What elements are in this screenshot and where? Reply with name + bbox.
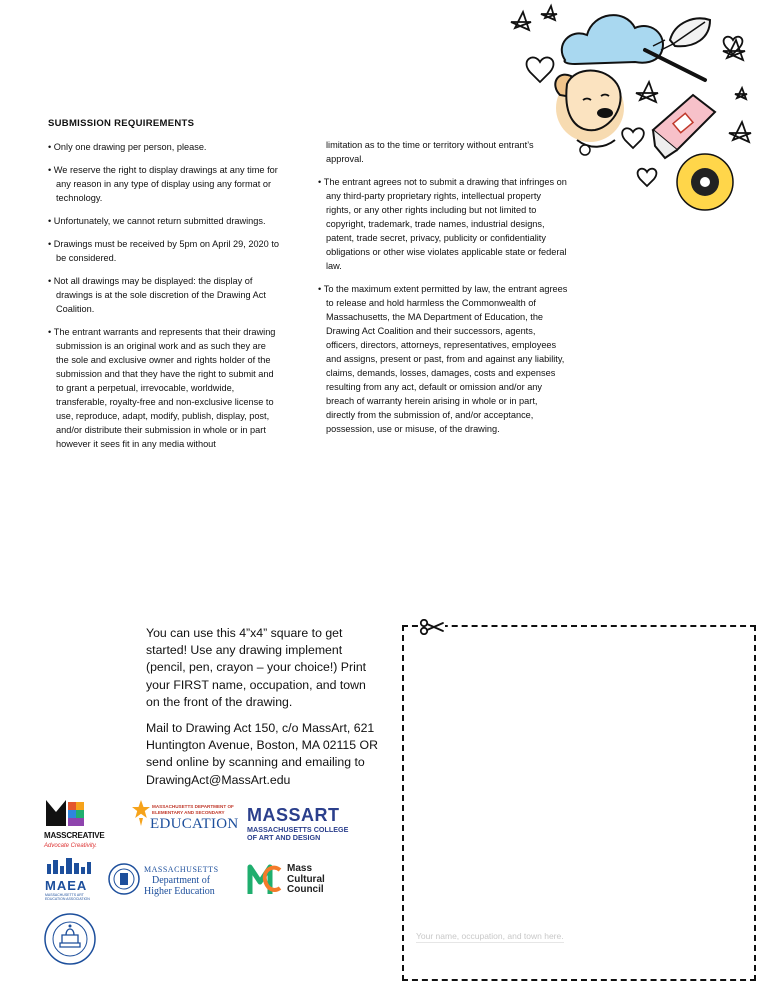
masscreative-tagline: Advocate Creativity.: [44, 843, 97, 849]
massart-logo: [247, 806, 367, 846]
masscreative-name: MASSCREATIVE: [44, 831, 105, 840]
maea-logo: [45, 858, 95, 903]
requirement-item: • Unfortunately, we cannot return submitted drawings.: [48, 214, 280, 228]
requirements-column-left: [48, 140, 280, 460]
scissors-icon: [419, 619, 445, 635]
massart-name: MASSART: [247, 805, 340, 825]
mcc-mark-icon: [247, 862, 283, 896]
drawing-square[interactable]: [402, 625, 756, 981]
instructions-paragraph: You can use this 4”x4” square to get started! Use any drawing implement (pencil, pen, crayon – your choice!) Print your FIRST name, occupation, and town on the front of the drawing.: [146, 626, 367, 709]
requirement-item: • Drawings must be received by 5pm on April 29, 2020 to be considered.: [48, 237, 280, 265]
maea-skyline-icon: [45, 858, 93, 874]
requirement-item: • Not all drawings may be displayed: the display of drawings is at the sole discretion of the Drawing Act Coalition.: [48, 274, 280, 316]
higher-education-logo: [108, 863, 233, 899]
star-person-icon: [132, 800, 150, 826]
name-occupation-town-placeholder[interactable]: Your name, occupation, and town here.: [416, 931, 564, 941]
masscreative-logo: [44, 798, 119, 848]
mailing-paragraph: Mail to Drawing Act 150, c/o MassArt, 621 Huntington Avenue, Boston, MA 02115 OR send online by scanning and emailing to DrawingAct@MassArt.edu: [146, 721, 378, 787]
maea-sub: MASSACHUSETTS ART EDUCATION ASSOCIATION: [45, 893, 90, 901]
dhe-line1: MASSACHUSETTS: [144, 865, 219, 874]
education-logo: [132, 800, 239, 840]
dhe-line3: Higher Education: [144, 886, 215, 897]
massart-line2: OF ART AND DESIGN: [247, 833, 321, 842]
masscreative-mark-icon: [44, 798, 86, 826]
education-word: EDUCATION: [150, 816, 239, 832]
mcc-line3: Council: [287, 884, 324, 895]
dhe-line2: Department of: [152, 875, 211, 886]
requirement-continuation: limitation as to the time or territory without entrant’s approval.: [326, 140, 534, 164]
requirement-item: • The entrant agrees not to submit a drawing that infringes on any third-party proprietary rights, intellectual property rights, or any other rights including but not limited to copyright, trademark, trade names, industrial designs, patent, trade secret, privacy, publicity or confidentiality obligations or other wise violates applicable state or federal law.: [318, 175, 568, 273]
maea-name: MAEA: [45, 878, 88, 893]
mcc-line1: Mass: [287, 863, 313, 874]
massart-line1: MASSACHUSETTS COLLEGE: [247, 825, 349, 834]
drawing-instructions: [146, 625, 378, 798]
massachusetts-seal-icon: [108, 863, 140, 895]
requirement-item: • To the maximum extent permitted by law, the entrant agrees to release and hold harmless the Commonwealth of Massachusetts, the MA Department of Education, the Drawing Act Coalition and their successors, agents, officers, directors, attorneys, representatives, employees and assigns, present or past, from and against any liability, claims, demands, losses, damages, costs and expenses resulting from any act, default or omission and/or any breach of warranty herein arising in whole or in part, directly from the submission of, and/or acceptance, possession, use or misuse, of the drawing.: [318, 282, 568, 436]
mass-cultural-council-logo: [247, 862, 342, 898]
mcc-line2: Cultural: [287, 873, 325, 885]
education-dept-text: MASSACHUSETTS DEPARTMENT OF ELEMENTARY AND SECONDARY: [152, 804, 234, 815]
requirement-item: • We reserve the right to display drawings at any time for any reason in any type of display using any format or technology.: [48, 163, 280, 205]
requirements-heading: SUBMISSION REQUIREMENTS: [48, 118, 195, 129]
state-seal-icon: [44, 913, 96, 965]
requirements-column-right: [318, 138, 568, 445]
requirement-item: • Only one drawing per person, please.: [48, 140, 280, 154]
requirement-item: • The entrant warrants and represents that their drawing submission is an original work and as such they are the sole and exclusive owner and rights holder of the submission and that they have the right to submit and to grant a perpetual, irrevocable, worldwide, transferable, royalty-free and non-exclusive license to use, reproduce, adapt, modify, publish, display, post, and/or distribute their submission in whole or in part however it sees fit in any media without: [48, 325, 280, 451]
